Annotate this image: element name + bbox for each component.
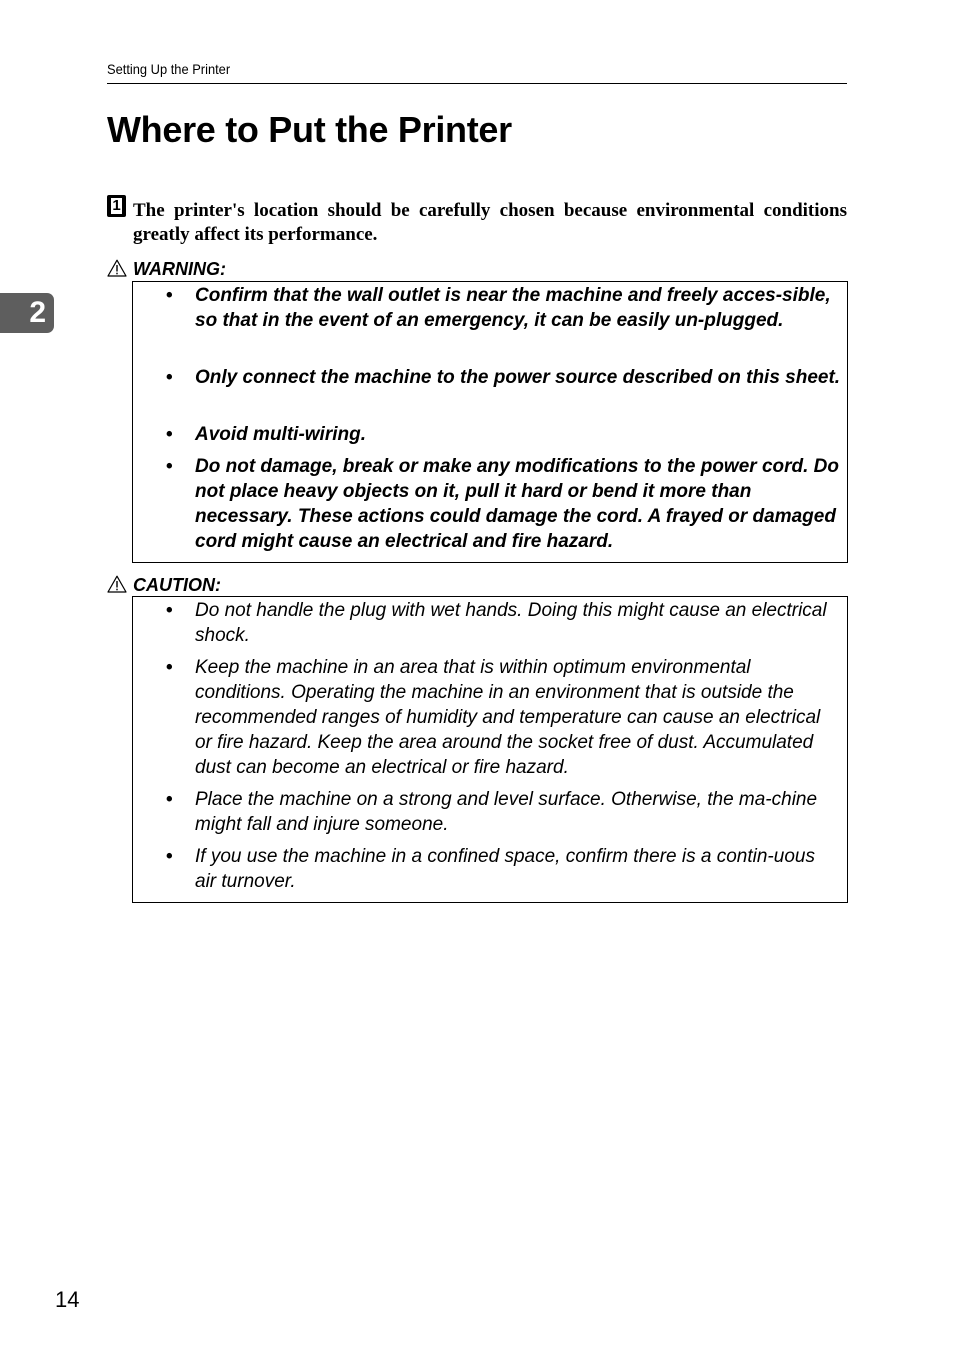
warning-label-text: WARNING:: [133, 259, 226, 279]
caution-item: [166, 787, 841, 837]
warning-item-text: Do not damage, break or make any modifications to the power cord. Do not place heavy objects on it, pull it hard or bend it more than necessary. These actions could damage the cord. A frayed or damaged cord might cause an electrical and fire hazard.: [195, 456, 840, 552]
caution-label-text: CAUTION:: [133, 575, 221, 595]
warning-box: [132, 281, 848, 563]
warning-item-text: Only connect the machine to the power source described on this sheet.: [195, 367, 841, 388]
step-number: 1: [112, 197, 121, 214]
caution-item-text: Place the machine on a strong and level surface. Otherwise, the ma-chine might fall and injure someone.: [195, 789, 818, 835]
warning-item-text: Avoid multi-wiring.: [195, 424, 366, 445]
warning-label: [107, 258, 226, 280]
caution-item-text: If you use the machine in a confined space, confirm there is a contin-uous air turnover.: [195, 846, 815, 892]
step-text: The printer's location should be carefully chosen because environmental conditions greatly affect its performance.: [133, 200, 847, 245]
warning-item: [166, 422, 841, 447]
warning-triangle-icon: [107, 259, 127, 277]
caution-triangle-icon: [107, 575, 127, 593]
bullet: •: [166, 657, 173, 678]
warning-item-text: Confirm that the wall outlet is near the machine and freely acces-sible, so that in the event of an emergency, it can be easily un-plugged.: [195, 285, 831, 331]
warning-item: [166, 283, 841, 333]
running-header: Setting Up the Printer: [107, 61, 231, 77]
caution-item: [166, 844, 841, 894]
bullet: •: [166, 846, 173, 867]
bullet: •: [166, 456, 173, 477]
chapter-tab: 2: [0, 293, 54, 333]
bullet: •: [166, 285, 173, 306]
warning-item: [166, 454, 841, 554]
step-number-badge: [107, 195, 126, 217]
header-rule: [107, 83, 847, 84]
caution-box: [132, 596, 848, 903]
page-title: Where to Put the Printer: [107, 109, 512, 150]
caution-label: [107, 574, 221, 596]
caution-item: [166, 655, 841, 780]
bullet: •: [166, 367, 173, 388]
bullet: •: [166, 600, 173, 621]
bullet: •: [166, 789, 173, 810]
warning-item: [166, 365, 841, 390]
page-number: 14: [55, 1287, 80, 1312]
caution-item-text: Keep the machine in an area that is within optimum environmental conditions. Operating the machine in an environment that is outside the recommended ranges of humidity and temperature can cause an electrical or fire hazard. Keep the area around the socket free of dust. Accumulated dust can become an electrical or fire hazard.: [195, 657, 821, 778]
bullet: •: [166, 424, 173, 445]
caution-item-text: Do not handle the plug with wet hands. Doing this might cause an electrical shock.: [195, 600, 827, 646]
caution-item: [166, 598, 841, 648]
